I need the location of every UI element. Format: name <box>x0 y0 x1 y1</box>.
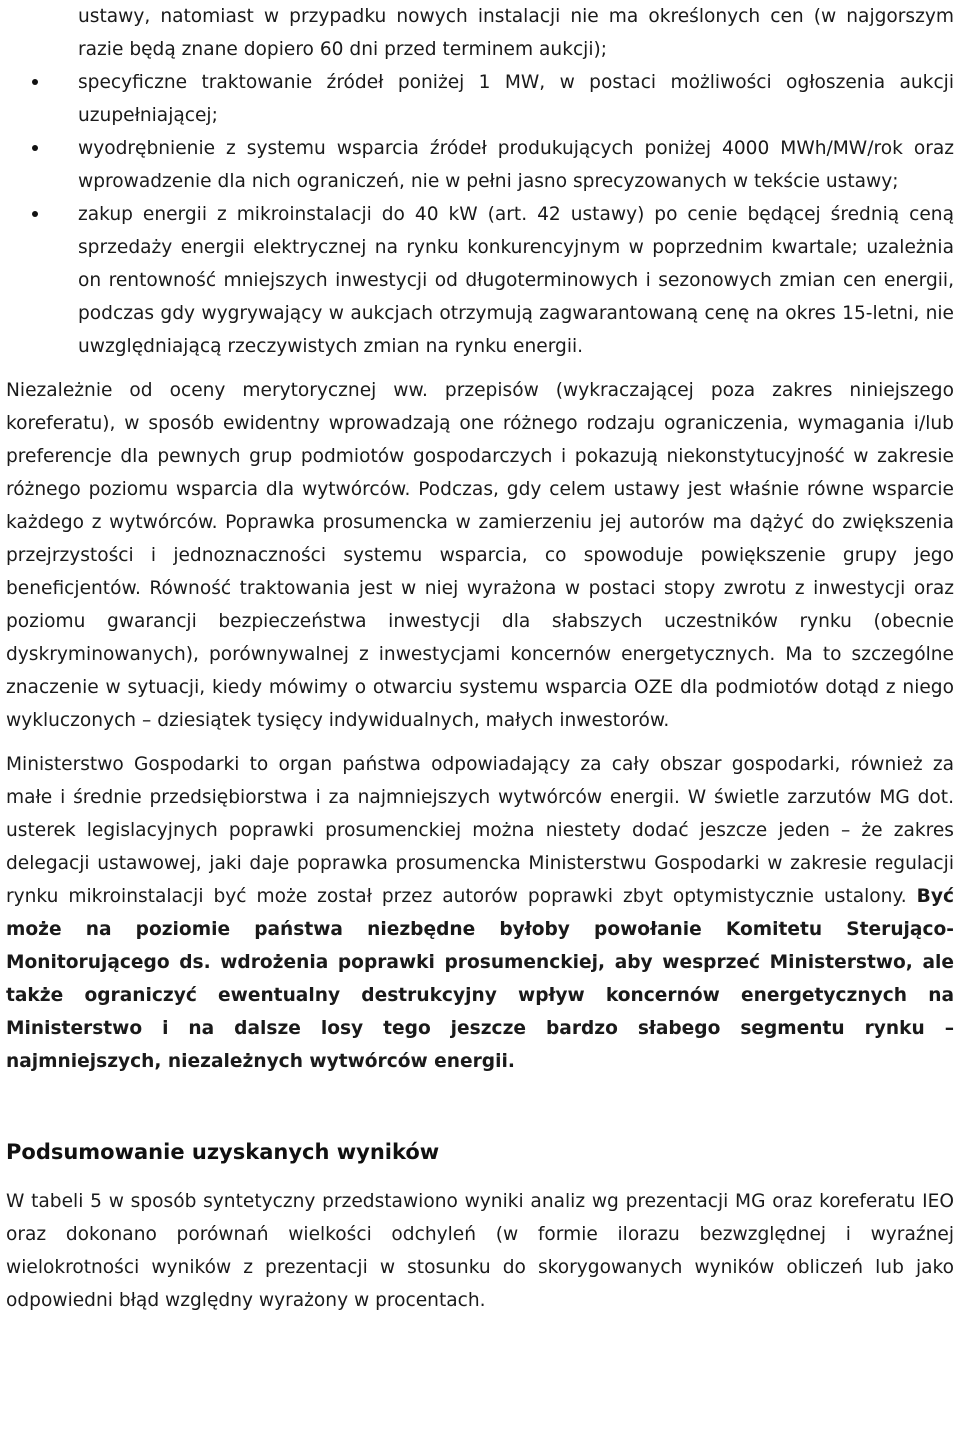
paragraph: Niezależnie od oceny merytorycznej ww. przepisów (wykraczającej poza zakres niniejszego koreferatu), w sposób ewidentny wprowadzają one różnego rodzaju ograniczenia, wymagania i/lub preferencje dla pewnych grup podmiotów gospodarczych i pokazują niekonstytucyjność w zakresie różnego poziomu wsparcia dla wytwórców. Podczas, gdy celem ustawy jest właśnie równe wsparcie każdego z wytwórców. Poprawka prosumencka w zamierzeniu jej autorów ma dążyć do zwiększenia przejrzystości i jednoznaczności systemu wsparcia, co spowoduje powiększenie grupy jego beneficjentów. Równość traktowania jest w niej wyrażona w postaci stopy zwrotu z inwestycji oraz poziomu gwarancji bezpieczeństwa inwestycji dla słabszych uczestników rynku (obecnie dyskryminowanych), porównywalnej z inwestycjami koncernów energetycznych. Ma to szczególne znaczenie w sytuacji, kiedy mówimy o otwarciu systemu wsparcia OZE dla podmiotów dotąd z niego wykluczonych – dziesiątek tysięcy indywidualnych, małych inwestorów. <box>6 380 954 731</box>
section-heading: Podsumowanie uzyskanych wyników <box>6 1140 440 1164</box>
list-item-text: specyficzne traktowanie źródeł poniżej 1 MW, w postaci możliwości ogłoszenia aukcji uzupełniającej; <box>78 72 954 126</box>
paragraph: W tabeli 5 w sposób syntetyczny przedstawiono wyniki analiz wg prezentacji MG oraz koreferatu IEO oraz dokonano porównań wielkości odchyleń (w formie ilorazu bezwzględnej i wyraźnej wielokrotności wyników z prezentacji w stosunku do skorygowanych wyników obliczeń lub jako odpowiedni błąd względny wyrażony w procentach. <box>6 1191 954 1311</box>
document-body <box>6 0 954 1317</box>
bullet-list <box>6 66 954 363</box>
list-item <box>6 66 954 132</box>
paragraph-bold-text: Być może na poziomie państwa niezbędne byłoby powołanie Komitetu Sterująco-Monitorującego ds. wdrożenia poprawki prosumenckiej, aby wesprzeć Ministerstwo, ale także ograniczyć ewentualny destrukcyjny wpływ koncernów energetycznych na Ministerstwo i na dalsze losy tego jeszcze bardzo słabego segmentu rynku – najmniejszych, niezależnych wytwórców energii. <box>6 886 954 1072</box>
bullet-icon <box>32 211 38 217</box>
list-item-text: wyodrębnienie z systemu wsparcia źródeł produkujących poniżej 4000 MWh/MW/rok oraz wprowadzenie dla nich ograniczeń, nie w pełni jasno sprecyzowanych w tekście ustawy; <box>78 138 954 192</box>
paragraph <box>6 748 954 1078</box>
bullet-icon <box>32 145 38 151</box>
list-item <box>6 132 954 198</box>
list-item <box>6 198 954 363</box>
list-item-text: zakup energii z mikroinstalacji do 40 kW (art. 42 ustawy) po cenie będącej średnią ceną sprzedaży energii elektrycznej na rynku konkurencyjnym w poprzednim kwartale; uzależnia on rentowność mniejszych inwestycji od długoterminowych i sezonowych zmian cen energii, podczas gdy wygrywający w aukcjach otrzymują zagwarantowaną cenę na okres 15-letni, nie uwzględniającą rzeczywistych zmian na rynku energii. <box>78 204 954 357</box>
list-item-continuation: ustawy, natomiast w przypadku nowych instalacji nie ma określonych cen (w najgorszym razie będą znane dopiero 60 dni przed terminem aukcji); <box>78 6 954 60</box>
bullet-icon <box>32 79 38 85</box>
paragraph-text: Ministerstwo Gospodarki to organ państwa odpowiadający za cały obszar gospodarki, również za małe i średnie przedsiębiorstwa i za najmniejszych wytwórców energii. W świetle zarzutów MG dot. usterek legislacyjnych poprawki prosumenckiej można niestety dodać jeszcze jeden – że zakres delegacji ustawowej, jaki daje poprawka prosumencka Ministerstwu Gospodarki w zakresie regulacji rynku mikroinstalacji być może został przez autorów poprawki zbyt optymistycznie ustalony. <box>6 754 954 907</box>
